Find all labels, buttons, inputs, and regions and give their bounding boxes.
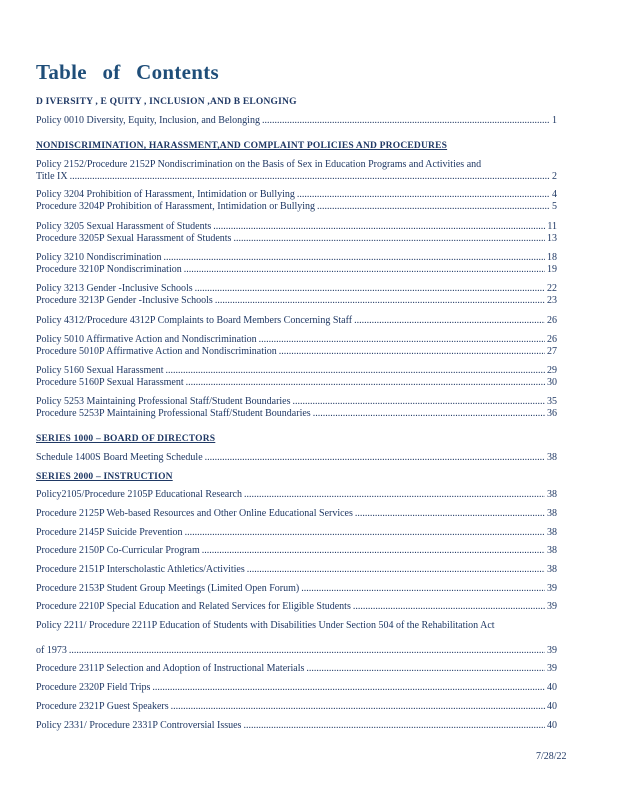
dot-leader — [164, 252, 545, 264]
entry-page: 22 — [547, 283, 557, 294]
dot-leader — [353, 601, 545, 613]
entry-page: 40 — [547, 701, 557, 712]
toc-entry[interactable] — [36, 283, 557, 295]
entry-page: 39 — [547, 663, 557, 674]
entry-page: 38 — [547, 508, 557, 519]
entry-text: Policy2105/Procedure 2105P Educational Research — [36, 489, 242, 500]
entry-page: 2 — [552, 171, 557, 182]
entry-page: 23 — [547, 295, 557, 306]
entry-text: Procedure 2210P Special Education and Related Services for Eligible Students — [36, 601, 351, 612]
entry-text: Policy 3210 Nondiscrimination — [36, 252, 162, 263]
entry-text: Procedure 2153P Student Group Meetings (Limited Open Forum) — [36, 583, 300, 594]
entry-text: Procedure 5010P Affirmative Action and Nondiscrimination — [36, 346, 277, 357]
entry-text: Policy 3204 Prohibition of Harassment, Intimidation or Bullying — [36, 189, 295, 200]
toc-entry[interactable] — [36, 396, 557, 408]
entry-text: Procedure 2320P Field Trips — [36, 682, 151, 693]
entry-text: Policy 5160 Sexual Harassment — [36, 365, 164, 376]
entry-page: 13 — [547, 233, 557, 244]
entry-page: 38 — [547, 564, 557, 575]
dot-leader — [233, 233, 545, 245]
toc-entry[interactable] — [36, 701, 557, 713]
entry-text: Procedure 2311P Selection and Adoption of Instructional Materials — [36, 663, 305, 674]
entry-page: 39 — [547, 583, 557, 594]
dot-leader — [244, 489, 545, 501]
entry-text: Title IX — [36, 171, 68, 182]
toc-entry[interactable] — [36, 545, 557, 557]
dot-leader — [243, 720, 545, 732]
toc-entry[interactable] — [36, 682, 557, 694]
dot-leader — [259, 334, 545, 346]
entry-page: 26 — [547, 334, 557, 345]
toc-title: Table of Contents — [36, 60, 220, 84]
dot-leader — [70, 171, 550, 183]
toc-entry-line1[interactable]: Policy 2152/Procedure 2152P Nondiscrimination on the Basis of Sex in Education Programs and Activities and — [36, 159, 482, 170]
toc-entry[interactable] — [36, 377, 557, 389]
entry-page: 35 — [547, 396, 557, 407]
dot-leader — [313, 408, 545, 420]
dot-leader — [355, 508, 545, 520]
dot-leader — [205, 452, 545, 464]
dot-leader — [262, 115, 550, 127]
entry-text: Policy 5010 Affirmative Action and Nondiscrimination — [36, 334, 257, 345]
section-heading-nondiscrimination: NONDISCRIMINATION, HARASSMENT,AND COMPLAINT POLICIES AND PROCEDURES — [36, 141, 448, 151]
entry-page: 39 — [547, 601, 557, 612]
dot-leader — [354, 315, 545, 327]
toc-entry-line2[interactable] — [36, 171, 557, 183]
entry-page: 30 — [547, 377, 557, 388]
entry-text: Procedure 3205P Sexual Harassment of Students — [36, 233, 232, 244]
entry-page: 38 — [547, 452, 557, 463]
entry-page: 27 — [547, 346, 557, 357]
dot-leader — [152, 682, 545, 694]
toc-entry[interactable] — [36, 720, 557, 732]
entry-text: Procedure 2151P Interscholastic Athletics/Activities — [36, 564, 245, 575]
entry-page: 5 — [552, 201, 557, 212]
section-heading-series-1000: SERIES 1000 – BOARD OF DIRECTORS — [36, 434, 216, 444]
entry-text: Procedure 3213P Gender -Inclusive Schools — [36, 295, 213, 306]
dot-leader — [213, 221, 545, 233]
toc-entry[interactable] — [36, 315, 557, 327]
dot-leader — [301, 583, 545, 595]
entry-page: 11 — [547, 221, 557, 232]
toc-entry-line1[interactable]: Policy 2211/ Procedure 2211P Education of Students with Disabilities Under Section 504 of the Rehabilitation Act — [36, 620, 495, 631]
entry-text: Schedule 1400S Board Meeting Schedule — [36, 452, 203, 463]
entry-text: Procedure 2321P Guest Speakers — [36, 701, 169, 712]
dot-leader — [247, 564, 545, 576]
toc-entry[interactable] — [36, 334, 557, 346]
toc-entry[interactable] — [36, 663, 557, 675]
section-heading-series-2000: SERIES 2000 – INSTRUCTION — [36, 472, 173, 482]
dot-leader — [293, 396, 545, 408]
entry-page: 18 — [547, 252, 557, 263]
dot-leader — [297, 189, 550, 201]
toc-entry[interactable] — [36, 221, 557, 233]
dot-leader — [171, 701, 545, 713]
entry-text: of 1973 — [36, 645, 67, 656]
toc-entry[interactable] — [36, 508, 557, 520]
entry-text: Policy 4312/Procedure 4312P Complaints to Board Members Concerning Staff — [36, 315, 353, 326]
dot-leader — [165, 365, 545, 377]
entry-text: Procedure 2145P Suicide Prevention — [36, 527, 183, 538]
toc-entry[interactable] — [36, 115, 557, 127]
toc-entry[interactable] — [36, 201, 557, 213]
toc-entry[interactable] — [36, 264, 557, 276]
footer-date: 7/28/22 — [536, 751, 567, 762]
entry-text: Procedure 2125P Web-based Resources and Other Online Educational Services — [36, 508, 353, 519]
entry-page: 19 — [547, 264, 557, 275]
entry-text: Policy 0010 Diversity, Equity, Inclusion, and Belonging — [36, 115, 260, 126]
dot-leader — [306, 663, 545, 675]
entry-page: 26 — [547, 315, 557, 326]
entry-text: Policy 3205 Sexual Harassment of Students — [36, 221, 212, 232]
entry-page: 38 — [547, 545, 557, 556]
toc-entry-line2[interactable] — [36, 645, 557, 657]
entry-text: Procedure 2150P Co-Curricular Program — [36, 545, 200, 556]
toc-entry[interactable] — [36, 408, 557, 420]
toc-entry[interactable] — [36, 233, 557, 245]
toc-entry[interactable] — [36, 189, 557, 201]
entry-page: 38 — [547, 489, 557, 500]
toc-entry[interactable] — [36, 346, 557, 358]
entry-text: Procedure 3204P Prohibition of Harassment, Intimidation or Bullying — [36, 201, 316, 212]
dot-leader — [185, 527, 545, 539]
entry-text: Procedure 3210P Nondiscrimination — [36, 264, 182, 275]
toc-entry[interactable] — [36, 601, 557, 613]
dot-leader — [317, 201, 550, 213]
toc-entry[interactable] — [36, 564, 557, 576]
toc-entry[interactable] — [36, 295, 557, 307]
entry-text: Policy 2331/ Procedure 2331P Controversial Issues — [36, 720, 242, 731]
toc-entry[interactable] — [36, 365, 557, 377]
dot-leader — [195, 283, 545, 295]
entry-page: 38 — [547, 527, 557, 538]
entry-page: 29 — [547, 365, 557, 376]
entry-page: 40 — [547, 682, 557, 693]
entry-page: 39 — [547, 645, 557, 656]
dot-leader — [202, 545, 545, 557]
dot-leader — [184, 264, 545, 276]
dot-leader — [279, 346, 545, 358]
dot-leader — [215, 295, 545, 307]
entry-page: 36 — [547, 408, 557, 419]
entry-text: Policy 5253 Maintaining Professional Staff/Student Boundaries — [36, 396, 291, 407]
toc-entry[interactable] — [36, 452, 557, 464]
entry-text: Procedure 5160P Sexual Harassment — [36, 377, 184, 388]
toc-entry[interactable] — [36, 489, 557, 501]
entry-page: 40 — [547, 720, 557, 731]
entry-text: Policy 3213 Gender -Inclusive Schools — [36, 283, 193, 294]
entry-page: 1 — [552, 115, 557, 126]
dot-leader — [69, 645, 545, 657]
toc-entry[interactable] — [36, 527, 557, 539]
entry-page: 4 — [552, 189, 557, 200]
toc-entry[interactable] — [36, 252, 557, 264]
entry-text: Procedure 5253P Maintaining Professional Staff/Student Boundaries — [36, 408, 311, 419]
section-heading-dei: D IVERSITY , E QUITY , INCLUSION ,AND B ELONGING — [36, 97, 297, 107]
dot-leader — [186, 377, 545, 389]
toc-entry[interactable] — [36, 583, 557, 595]
